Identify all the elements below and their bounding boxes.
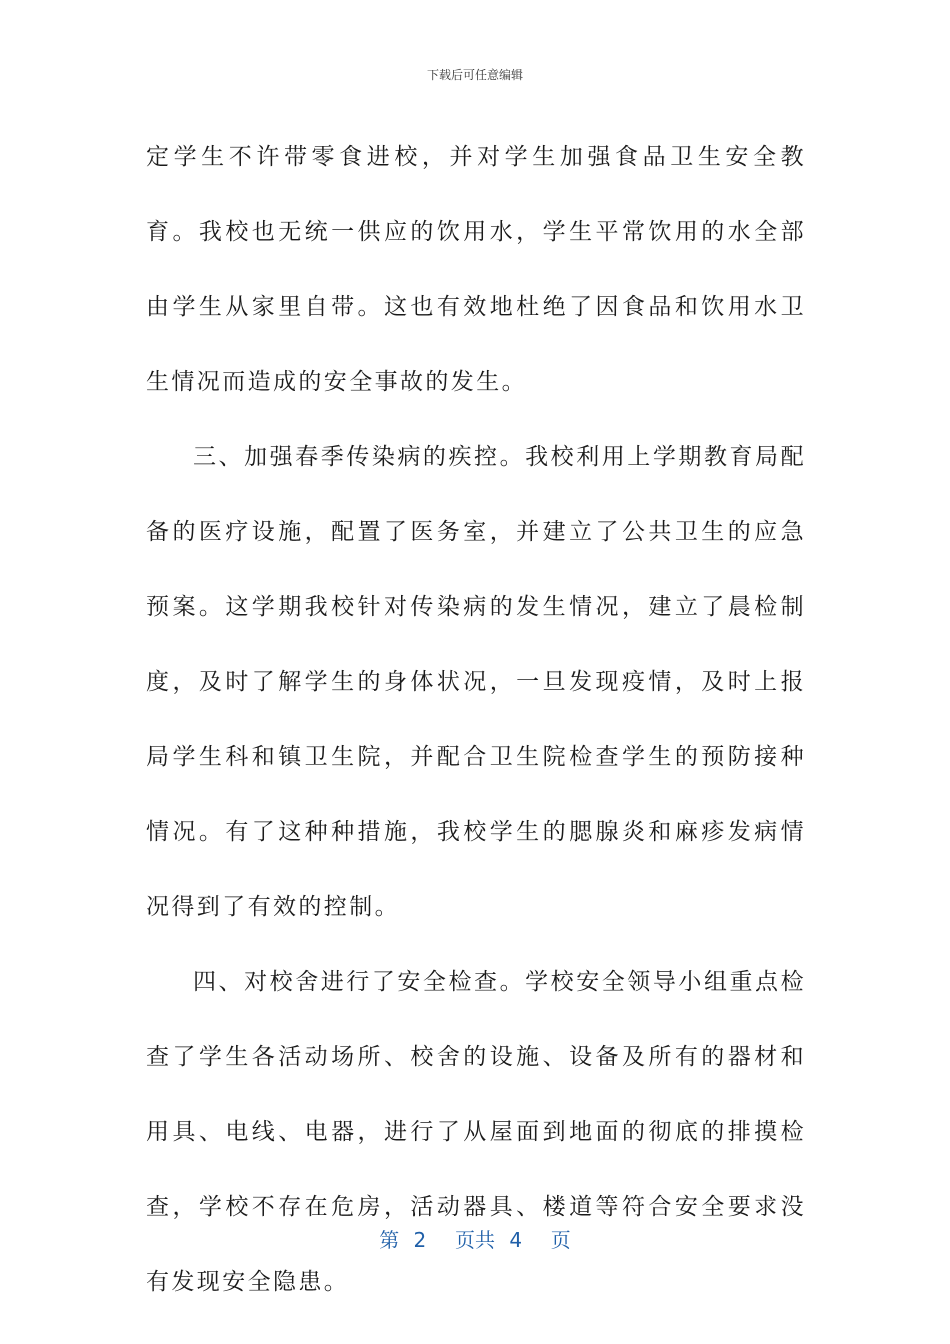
paragraph-1: 定学生不许带零食进校，并对学生加强食品卫生安全教育。我校也无统一供应的饮用水，学生平常饮用的水全部由学生从家里自带。这也有效地杜绝了因食品和饮用水卫生情况而造成的安全事故的发生。 xyxy=(146,144,806,395)
header-note: 下载后可任意编辑 xyxy=(426,68,523,82)
paragraph-3: 四、对校舍进行了安全检查。学校安全领导小组重点检查了学生各活动场所、校舍的设施、设备及所有的器材和用具、电线、电器，进行了从屋面到地面的彻底的排摸检查，学校不存在危房，活动器具、楼道等符合安全要求没有发现安全隐患。 xyxy=(146,969,806,1295)
document-body xyxy=(146,120,806,1320)
page-footer xyxy=(0,1224,950,1253)
page-number-label: 第 2 页共 4 页 xyxy=(379,1228,571,1252)
paragraph-2: 三、加强春季传染病的疾控。我校利用上学期教育局配备的医疗设施，配置了医务室，并建立了公共卫生的应急预案。这学期我校针对传染病的发生情况，建立了晨检制度，及时了解学生的身体状况，一旦发现疫情，及时上报局学生科和镇卫生院，并配合卫生院检查学生的预防接种情况。有了这种种措施，我校学生的腮腺炎和麻疹发病情况得到了有效的控制。 xyxy=(146,444,806,920)
